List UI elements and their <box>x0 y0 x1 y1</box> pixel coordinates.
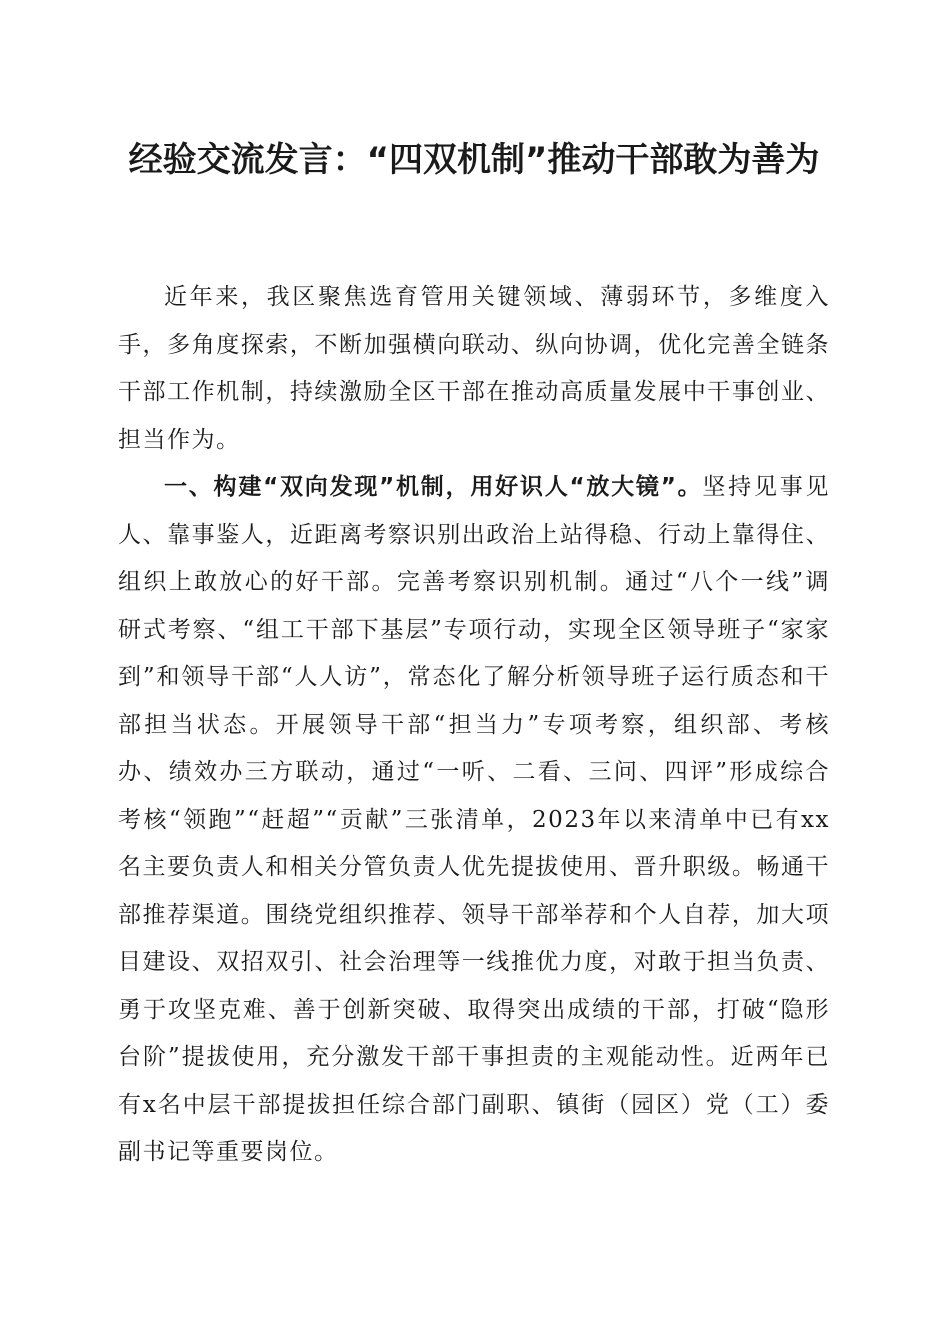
section-1-text: 坚持见事见人、靠事鉴人，近距离考察识别出政治上站得稳、行动上靠得住、组织上敢放心的好干部。完善考察识别机制。通过“八个一线”调研式考察、“组工干部下基层”专项行动，实现全区领导班子“家家到”和领导干部“人人访”，常态化了解分析领导班子运行质态和干部担当状态。开展领导干部“担当力”专项考察，组织部、考核办、绩效办三方联动，通过“一听、二看、三问、四评”形成综合考核“领跑”“赶超”“贡献”三张清单，2023年以来清单中已有xx名主要负责人和相关分管负责人优先提拔使用、晋升职级。畅通干部推荐渠道。围绕党组织推荐、领导干部举荐和个人自荐，加大项目建设、双招双引、社会治理等一线推优力度，对敢于担当负责、勇于攻坚克难、善于创新突破、取得突出成绩的干部，打破“隐形台阶”提拔使用，充分激发干部干事担责的主观能动性。近两年已有x名中层干部提拔担任综合部门副职、镇街（园区）党（工）委副书记等重要岗位。 <box>118 474 831 1165</box>
paragraph-section-1 <box>118 464 830 1177</box>
paragraph-intro <box>118 274 830 464</box>
document-body <box>118 274 830 1177</box>
paragraph-intro-text: 近年来，我区聚焦选育管用关键领域、薄弱环节，多维度入手，多角度探索，不断加强横向联动、纵向协调，优化完善全链条干部工作机制，持续激励全区干部在推动高质量发展中干事创业、担当作为。 <box>118 284 830 453</box>
document-title: 经验交流发言：“四双机制”推动干部敢为善为 <box>128 140 820 180</box>
section-1-heading: 一、构建“双向发现”机制，用好识人“放大镜”。 <box>164 474 703 500</box>
